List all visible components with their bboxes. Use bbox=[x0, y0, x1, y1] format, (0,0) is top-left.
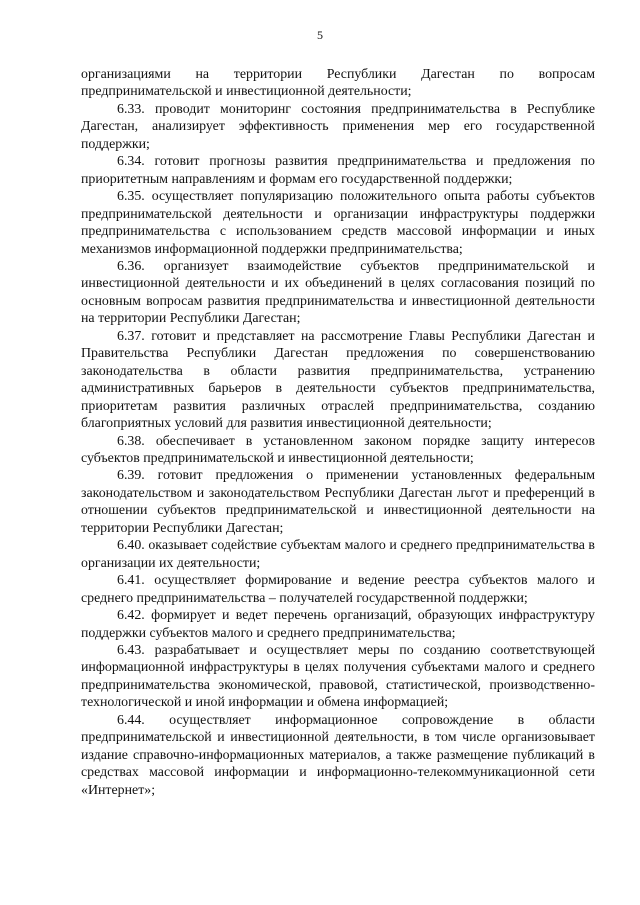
paragraph-6-42: 6.42. формирует и ведет перечень организаций, образующих инфраструктуру поддержки субъектов малого и среднего предпринимательства; bbox=[81, 608, 595, 641]
paragraph-6-40: 6.40. оказывает содействие субъектам малого и среднего предпринимательства в организации их деятельности; bbox=[81, 538, 595, 571]
paragraph-6-41: 6.41. осуществляет формирование и ведение реестра субъектов малого и среднего предпринимательства – получателей государственной поддержки; bbox=[81, 573, 595, 606]
paragraph-6-38: 6.38. обеспечивает в установленном законом порядке защиту интересов субъектов предпринимательской и инвестиционной деятельности; bbox=[81, 433, 595, 466]
paragraph-6-44: 6.44. осуществляет информационное сопровождение в области предпринимательской и инвестиционной деятельности, в том числе организовывает издание справочно-информационных материалов, а также размещение публикаций в средствах массовой информации и информационно-телекоммуникационной сети «Интернет»; bbox=[81, 712, 595, 798]
paragraph-6-39: 6.39. готовит предложения о применении установленных федеральным законодательством и законодательством Республики Дагестан льгот и преференций в отношении субъектов предпринимательской и инвестиционной деятельности на территории Республики Дагестан; bbox=[81, 468, 595, 536]
paragraph-6-35: 6.35. осуществляет популяризацию положительного опыта работы субъектов предпринимательской деятельности и организации инфраструктуры поддержки предпринимательства с использованием средств массовой информации и иных механизмов информационной поддержки предпринимательства; bbox=[81, 189, 595, 257]
paragraph-6-37: 6.37. готовит и представляет на рассмотрение Главы Республики Дагестан и Правительства Республики Дагестан предложения по совершенствованию законодательства в области развития предпринимательства, устранению административных барьеров в деятельности субъектов предпринимательства, приоритетам развития различных отраслей предпринимательства, созданию благоприятных условий для развития инвестиционной деятельности; bbox=[81, 328, 595, 432]
page-number: 5 bbox=[317, 28, 323, 42]
paragraph-6-43: 6.43. разрабатывает и осуществляет меры по созданию соответствующей информационной инфраструктуры в целях получения субъектами малого и среднего предпринимательства экономической, правовой, статистической, производственно-технологической и иной информации и обмена информацией; bbox=[81, 642, 595, 711]
document-body bbox=[81, 66, 595, 799]
paragraph-6-33: 6.33. проводит мониторинг состояния предпринимательства в Республике Дагестан, анализирует эффективность применения мер его государственной поддержки; bbox=[81, 101, 595, 152]
paragraph-6-34: 6.34. готовит прогнозы развития предпринимательства и предложения по приоритетным направлениям и формам его государственной поддержки; bbox=[81, 154, 595, 187]
paragraph-continuation: организациями на территории Республики Дагестан по вопросам предпринимательской и инвестиционной деятельности; bbox=[81, 67, 595, 100]
paragraph-6-36: 6.36. организует взаимодействие субъектов предпринимательской и инвестиционной деятельности и их объединений в целях согласования позиций по основным вопросам развития предпринимательства и инвестиционной деятельности на территории Республики Дагестан; bbox=[81, 258, 595, 327]
